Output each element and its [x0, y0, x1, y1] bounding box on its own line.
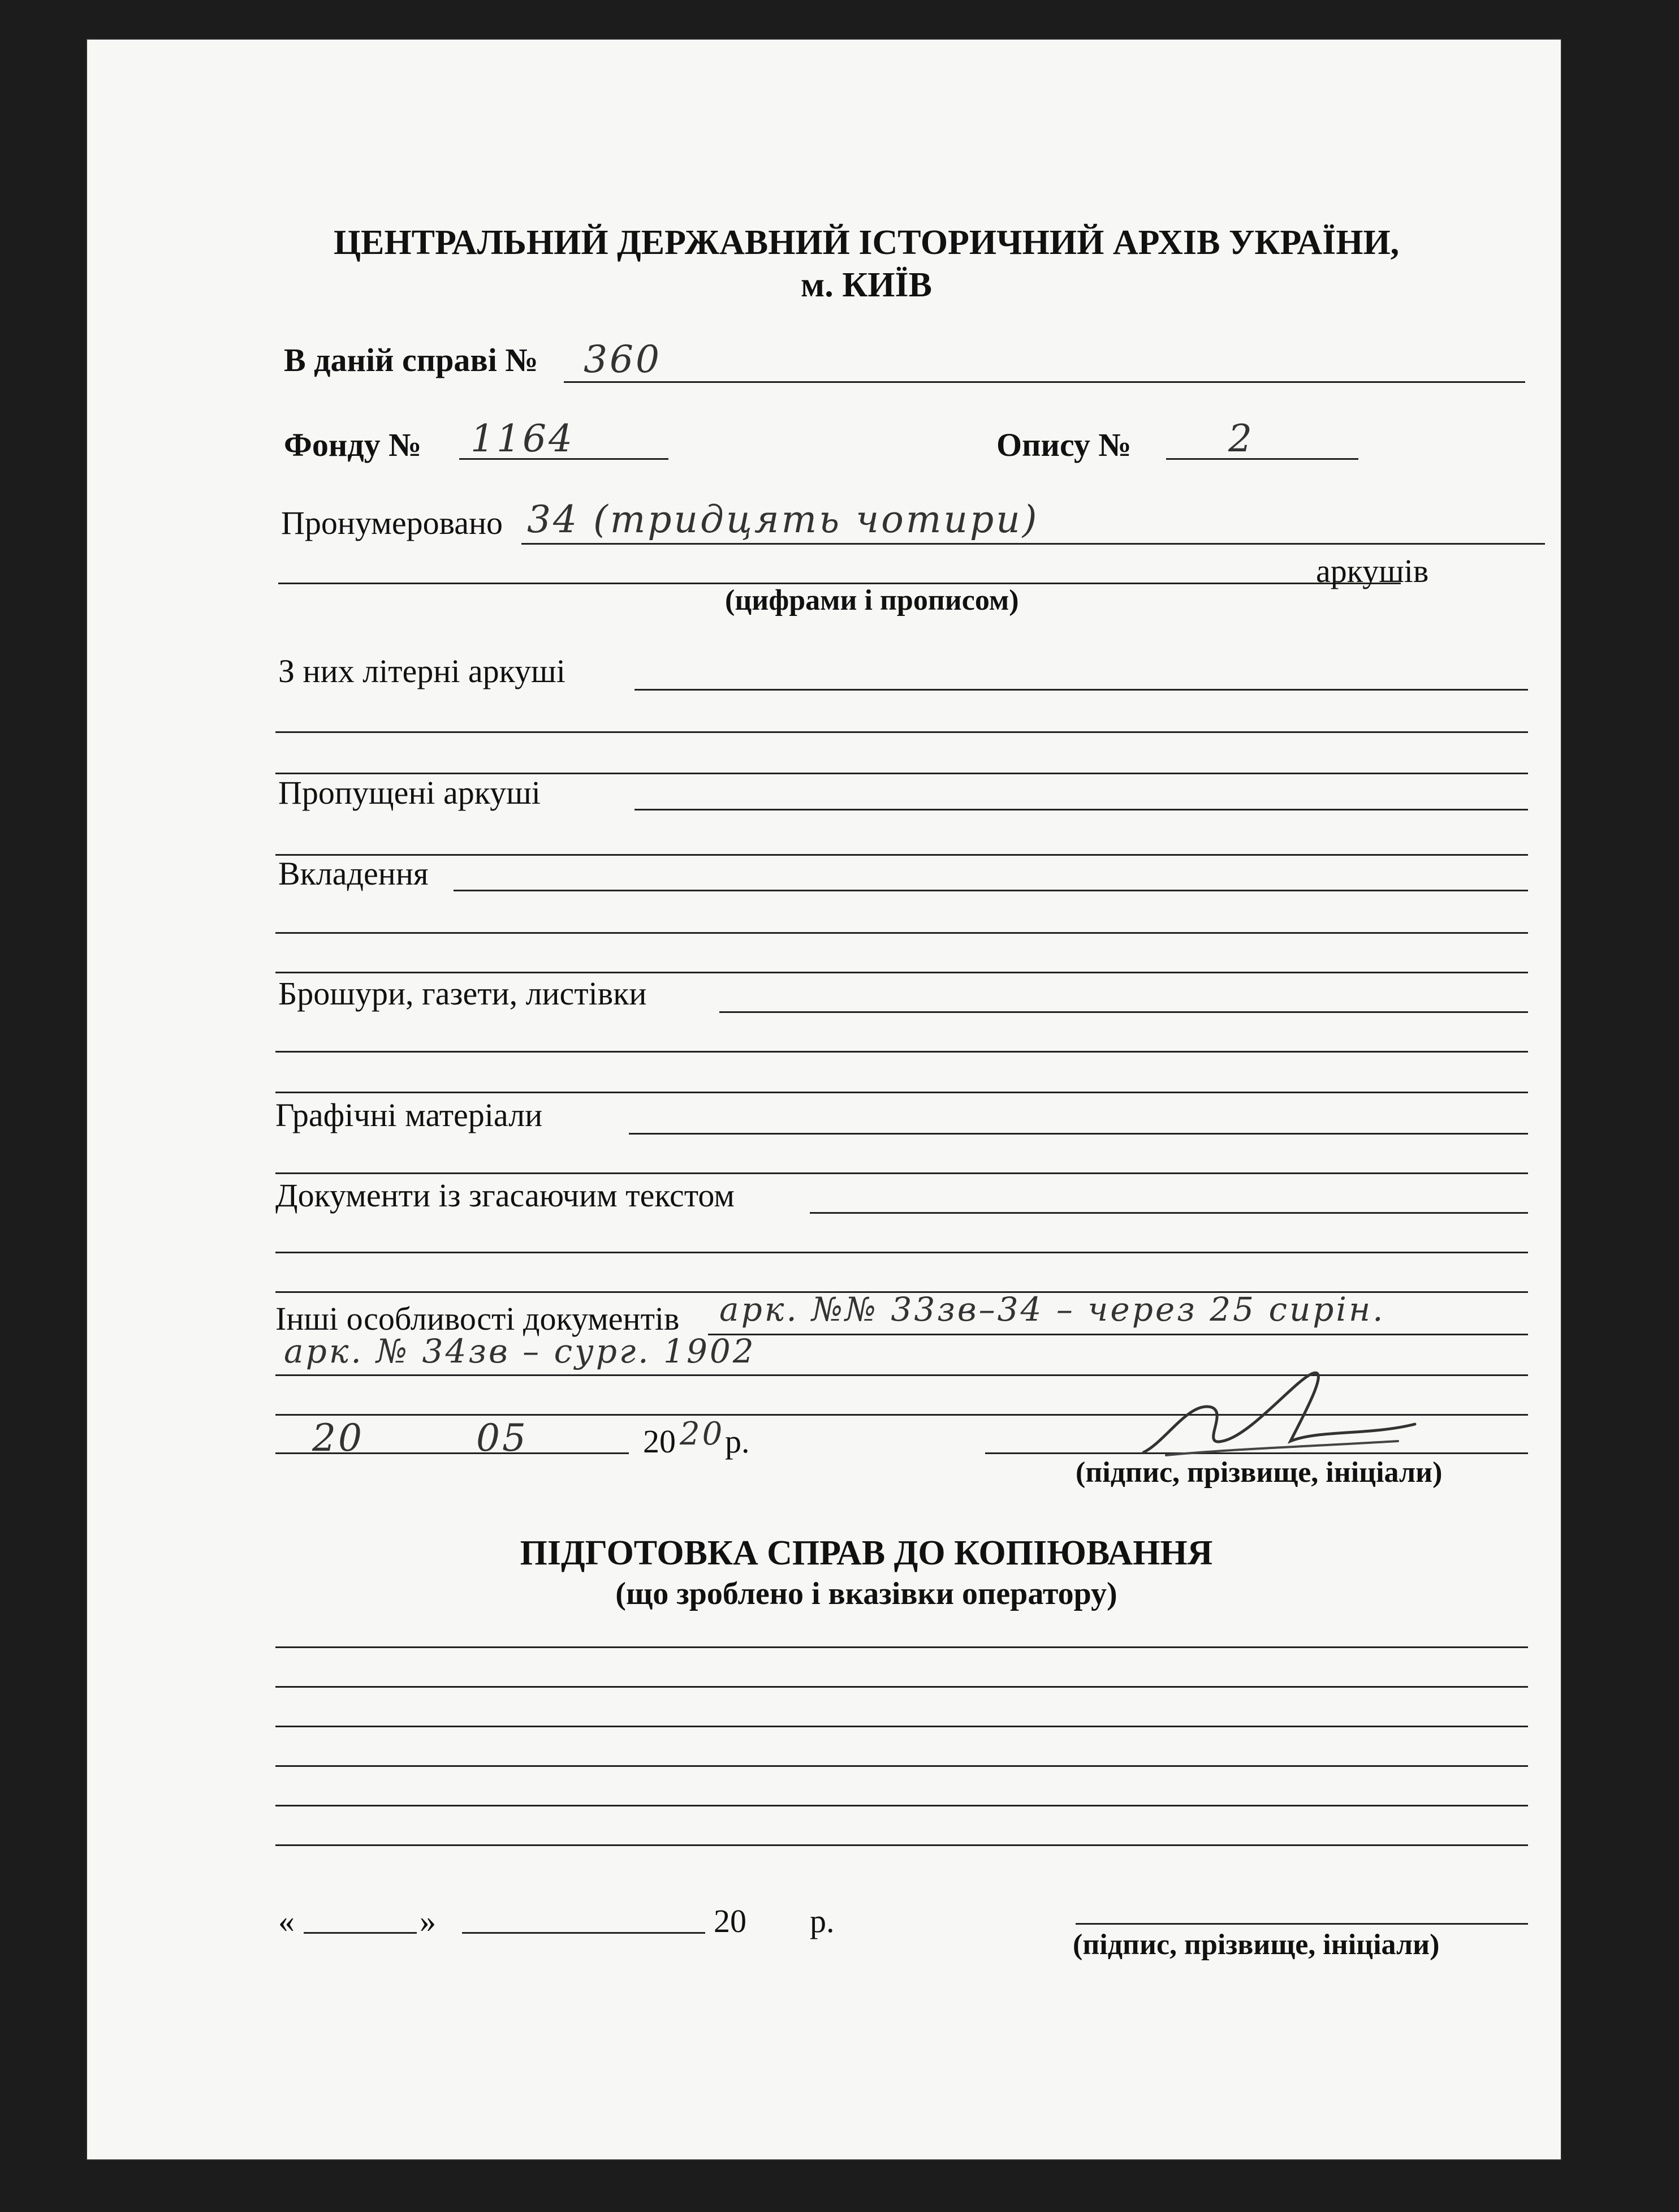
letter-sheets-line-1: [635, 689, 1528, 691]
fond-label: Фонду №: [284, 426, 422, 463]
section2-line-1: [275, 1646, 1528, 1648]
case-number-line: [564, 381, 1525, 383]
other-features-value-2: арк. № 34зв – сург. 1902: [284, 1332, 756, 1370]
date1-day: 20: [312, 1416, 364, 1460]
brochures-line-1: [719, 1011, 1528, 1013]
date1-year-suffix: 20: [680, 1416, 725, 1452]
fond-value: 1164: [471, 417, 575, 460]
letter-sheets-line-2: [275, 731, 1528, 733]
letter-sheets-label: З них літерні аркуші: [278, 653, 566, 689]
missing-sheets-label: Пропущені аркуші: [278, 774, 541, 811]
attachments-line-2: [275, 932, 1528, 934]
brochures-label: Брошури, газети, листівки: [278, 975, 647, 1012]
brochures-line-2: [275, 1051, 1528, 1053]
archive-form-sheet: [86, 38, 1562, 2161]
section2-line-6: [275, 1844, 1528, 1846]
brochures-line-3: [275, 1092, 1528, 1093]
date2-close-quote: »: [420, 1903, 436, 1939]
city-name: м. КИЇВ: [801, 266, 932, 304]
section2-title: ПІДГОТОВКА СПРАВ ДО КОПІЮВАННЯ: [520, 1534, 1213, 1572]
numbered-label: Пронумеровано: [281, 505, 503, 541]
fading-text-line-1: [810, 1212, 1528, 1214]
graphics-line-1: [629, 1133, 1528, 1135]
attachments-line-1: [454, 890, 1528, 891]
date1-year-prefix: 20: [643, 1423, 676, 1460]
signature-hint-2: (підпис, прізвище, ініціали): [1073, 1929, 1440, 1961]
fading-text-label: Документи із згасаючим текстом: [275, 1177, 735, 1214]
handwritten-signature-icon: [1132, 1356, 1426, 1469]
attachments-label: Вкладення: [278, 855, 429, 892]
section2-line-2: [275, 1686, 1528, 1688]
date2-open-quote: «: [278, 1903, 295, 1939]
missing-sheets-line-1: [635, 809, 1528, 810]
date1-r: р.: [725, 1423, 750, 1460]
missing-sheets-line-2: [275, 854, 1528, 856]
section2-line-3: [275, 1726, 1528, 1727]
numbered-value: 34 (тридцять чотири): [527, 498, 1039, 541]
case-number-label: В даній справі №: [284, 342, 538, 378]
graphics-line-2: [275, 1172, 1528, 1174]
signature-line-2: [1076, 1923, 1528, 1925]
archive-name: ЦЕНТРАЛЬНИЙ ДЕРЖАВНИЙ ІСТОРИЧНИЙ АРХІВ УКРАЇНИ,: [333, 223, 1400, 262]
opys-label: Опису №: [996, 426, 1132, 463]
signature-hint-1: (підпис, прізвище, ініціали): [1076, 1456, 1443, 1489]
other-features-value-1: арк. №№ 33зв–34 – через 25 сирін.: [719, 1290, 1386, 1329]
section2-subtitle: (що зроблено і вказівки оператору): [615, 1576, 1117, 1611]
graphics-label: Графічні матеріали: [275, 1097, 543, 1133]
section2-line-4: [275, 1765, 1528, 1767]
fading-text-line-2: [275, 1252, 1528, 1253]
date2-r: р.: [810, 1903, 835, 1939]
numbered-hint: (цифрами і прописом): [725, 584, 1019, 616]
numbered-line-1: [521, 543, 1545, 545]
attachments-line-3: [275, 972, 1528, 973]
numbered-suffix: аркушів: [1316, 553, 1429, 589]
section2-line-5: [275, 1805, 1528, 1806]
date2-year: 20: [714, 1903, 746, 1939]
date1-month: 05: [476, 1416, 528, 1460]
opys-line: [1166, 458, 1358, 460]
other-features-line-1: [708, 1334, 1528, 1335]
opys-value: 2: [1228, 417, 1254, 460]
date2-month-line: [462, 1932, 705, 1934]
other-features-label: Інші особливості документів: [275, 1300, 680, 1337]
case-number-value: 360: [584, 338, 662, 381]
date2-day-line: [304, 1932, 417, 1934]
